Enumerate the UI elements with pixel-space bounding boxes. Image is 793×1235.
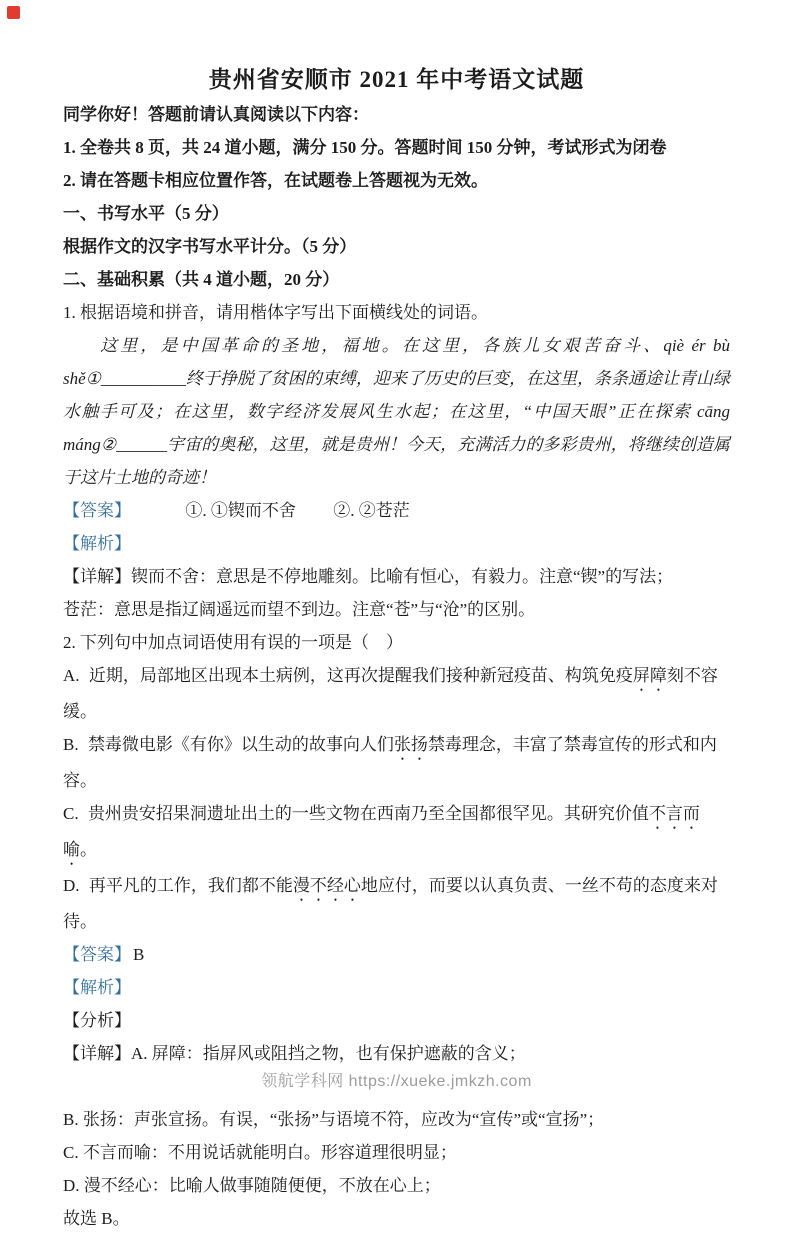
q2-stem: 2. 下列句中加点词语使用有误的一项是（ ） — [63, 633, 403, 652]
q2-detail-row-a — [63, 1037, 730, 1070]
q2-answer-value: B — [133, 945, 145, 964]
q1-detail-text-1: 锲而不舍：意思是不停地雕刻。比喻有恒心，有毅力。注意“锲”的写法； — [131, 567, 674, 586]
notice-item-2: 2. 请在答题卡相应位置作答，在试题卷上答题视为无效。 — [63, 171, 488, 190]
q1-answer-item-2: ②. ②苍茫 — [333, 501, 410, 520]
option-c-post: 。 — [80, 840, 97, 859]
notice-item-1: 1. 全卷共 8 页，共 24 道小题，满分 150 分。答题时间 150 分钟，考试形式为闭卷 — [63, 138, 667, 157]
q2-option-a — [63, 659, 730, 728]
q2-detail-text-c: C. 不言而喻：不用说话就能明白。形容道理很明显； — [63, 1143, 457, 1162]
q2-fenxi-row — [63, 1004, 730, 1037]
option-d-post: 地应付，而要以认真负责、一丝不苟的态度来对待。 — [63, 876, 718, 931]
option-d-dotted-word: 漫不经心 — [292, 876, 361, 895]
answer-label: 【答案】 — [63, 945, 131, 964]
q2-answer-row — [63, 938, 730, 971]
q2-conclusion: 故选 B。 — [63, 1209, 130, 1228]
exam-document — [63, 62, 730, 1235]
q1-detail-row — [63, 560, 730, 593]
q2-detail-text-d: D. 漫不经心：比喻人做事随随便便，不放在心上； — [63, 1176, 441, 1195]
watermark: 领航学科网 https://xueke.jmkzh.com — [261, 1073, 532, 1090]
option-a-post: 刻不容缓。 — [63, 666, 718, 721]
q1-analysis-row — [63, 527, 730, 560]
option-a-dotted-word: 屏障 — [632, 666, 667, 685]
q2-option-b — [63, 728, 730, 797]
q1-answer-item-1: ①. ①锲而不舍 — [185, 501, 296, 520]
option-label-c: C. — [63, 804, 79, 823]
section1-sub: 根据作文的汉字书写水平计分。（5 分） — [63, 237, 357, 256]
option-label-b: B. — [63, 735, 79, 754]
analysis-label: 【解析】 — [63, 534, 131, 553]
q2-option-c — [63, 797, 730, 869]
option-c-pre: 贵州贵安招果洞遗址出土的一些文物在西南乃至全国都很罕见。其研究价值 — [87, 804, 649, 823]
q2-detail-text-a: A. 屏障：指屏风或阻挡之物，也有保护遮蔽的含义； — [131, 1044, 526, 1063]
section1-heading: 一、书写水平（5 分） — [63, 204, 229, 223]
option-b-pre: 禁毒微电影《有你》以生动的故事向人们 — [87, 735, 394, 754]
q1-passage-text: 这里，是中国革命的圣地，福地。在这里，各族儿女艰苦奋斗、qiè ér bù shě①__________终于挣脱了贫困的束缚，迎来了历史的巨变，在这里，条条通途让青山绿水触手可及；在这里，数字经济发展风生水起；在这里，“中国天眼”正在探索 cāng máng②______宇宙的奥秘，这里，就是贵州！今天，充满活力的多彩贵州，将继续创造属于这片土地的奇迹！ — [63, 336, 730, 487]
answer-label: 【答案】 — [63, 501, 131, 520]
page-title: 贵州省安顺市 2021 年中考语文试题 — [208, 67, 585, 92]
option-b-post: 禁毒理念，丰富了禁毒宣传的形式和内容。 — [63, 735, 717, 790]
q1-passage — [63, 329, 730, 494]
notice-greeting: 同学你好！答题前请认真阅读以下内容： — [63, 105, 369, 124]
q2-analysis-row — [63, 971, 730, 1004]
detail-label: 【详解】 — [63, 567, 131, 586]
fenxi-label: 【分析】 — [63, 1011, 131, 1030]
option-c-dotted-word: 不言而喻 — [63, 804, 700, 859]
q1-stem: 1. 根据语境和拼音，请用楷体字写出下面横线处的词语。 — [63, 303, 488, 322]
option-a-pre: 近期，局部地区出现本土病例，这再次提醒我们接种新冠疫苗、构筑免疫 — [88, 666, 633, 685]
analysis-label: 【解析】 — [63, 978, 131, 997]
section2-heading: 二、基础积累（共 4 道小题，20 分） — [63, 270, 340, 289]
option-label-a: A. — [63, 666, 80, 685]
site-logo-icon — [7, 6, 20, 19]
q1-detail-text-2: 苍茫：意思是指辽阔遥远而望不到边。注意“苍”与“沧”的区别。 — [63, 600, 536, 619]
option-b-dotted-word: 张扬 — [393, 735, 428, 754]
q2-detail-text-b: B. 张扬：声张宣扬。有误，“张扬”与语境不符，应改为“宣传”或“宣扬”； — [63, 1110, 605, 1129]
detail-label: 【详解】 — [63, 1044, 131, 1063]
q2-option-d — [63, 869, 730, 938]
q1-answer-row — [63, 494, 730, 527]
option-d-pre: 再平凡的工作，我们都不能 — [88, 876, 293, 895]
option-label-d: D. — [63, 876, 80, 895]
